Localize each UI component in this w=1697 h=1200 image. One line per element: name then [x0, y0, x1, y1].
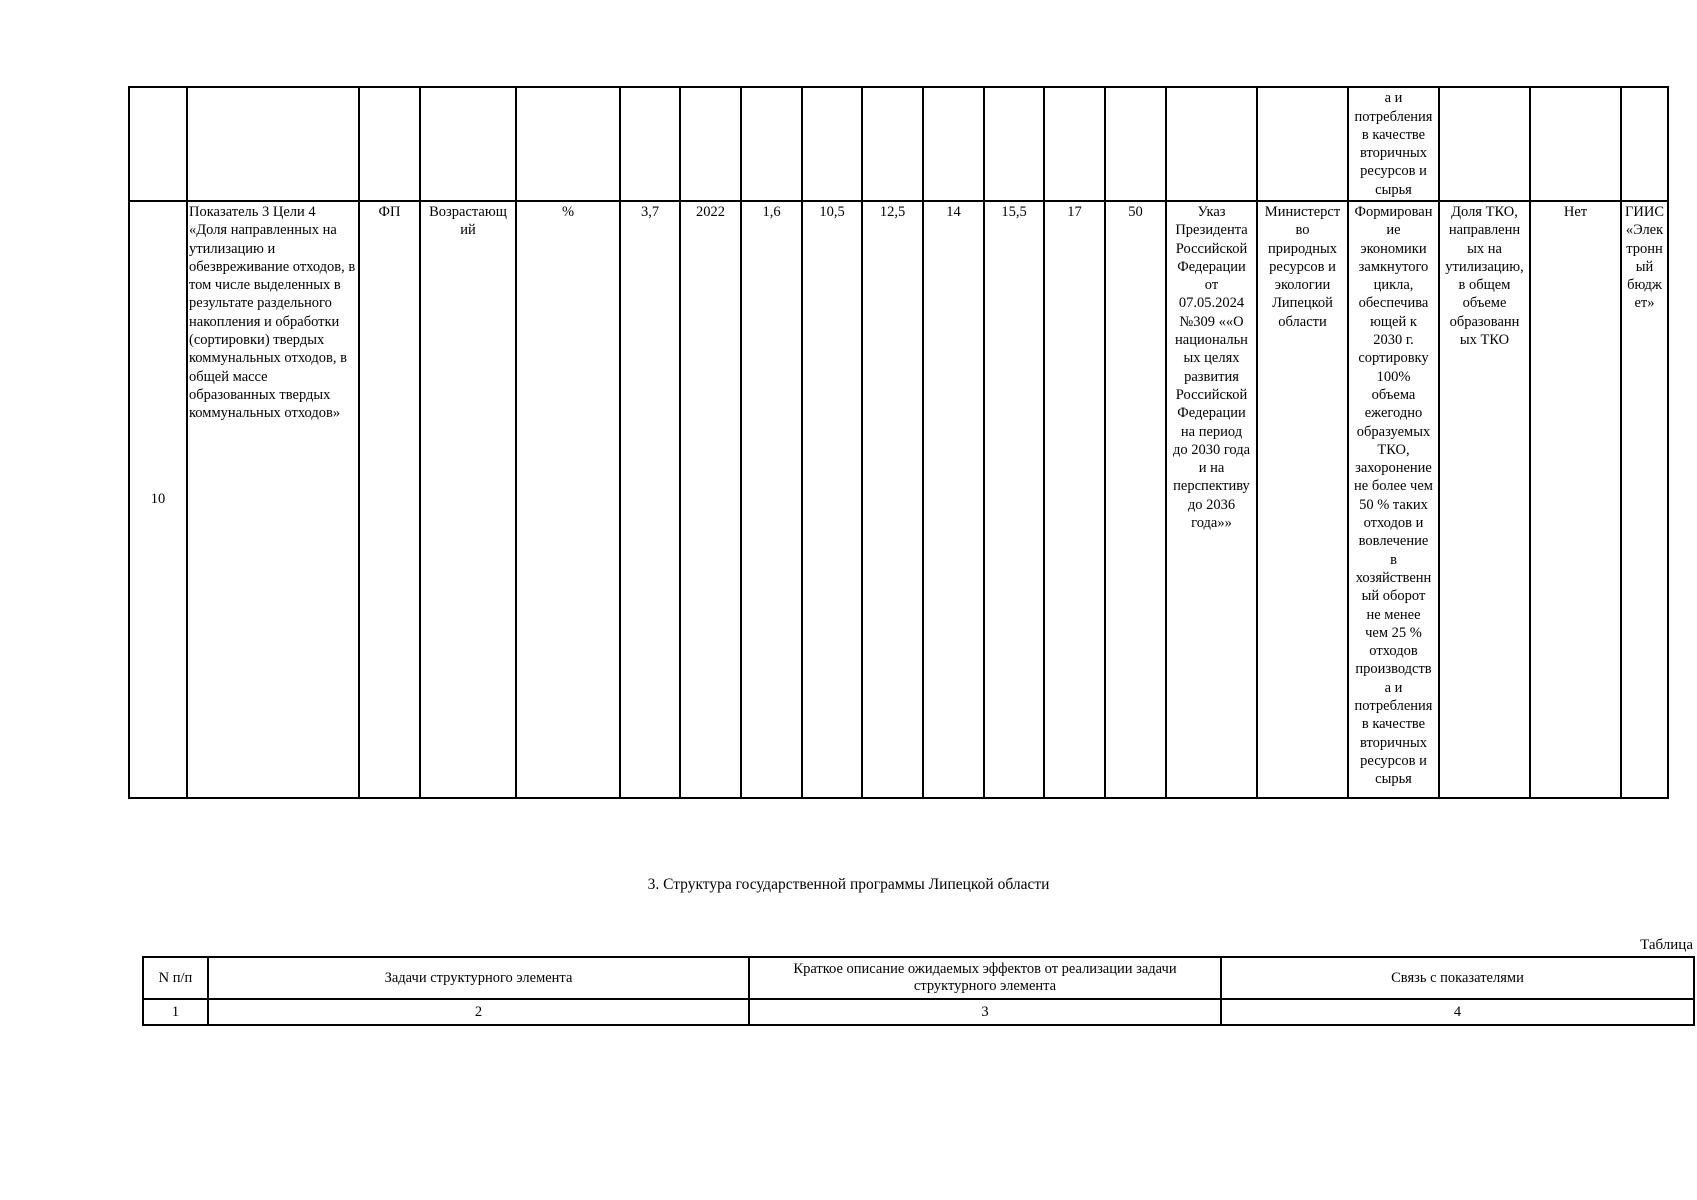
value-cell: 14	[923, 201, 984, 798]
value-cell: 17	[1044, 201, 1105, 798]
indicator-name: Показатель 3 Цели 4 «Доля направленных на утилизацию и обезвреживание отходов, в том числе выделенных в результате раздельного накопления и обработки (сортировки) твердых коммунальных отходов, в общей массе образованных твердых коммунальных отходов»	[187, 201, 359, 798]
indicator-level: ФП	[359, 201, 420, 798]
value-cell: 15,5	[984, 201, 1044, 798]
indicators-table	[128, 86, 1669, 799]
table-row	[129, 87, 1668, 201]
value-cell: 50	[1105, 201, 1166, 798]
gis-link: Нет	[1530, 201, 1621, 798]
state-indicator: Доля ТКО, направленн ых на утилизацию, в общем объеме образованн ых ТКО	[1439, 201, 1530, 798]
responsible-body: Министерст во природных ресурсов и экологии Липецкой области	[1257, 201, 1348, 798]
base-year: 2022	[680, 201, 741, 798]
table-header-row	[143, 957, 1694, 999]
column-header: Задачи структурного элемента	[208, 957, 749, 999]
info-system: ГИИС «Элек тронн ый бюдж ет»	[1621, 201, 1668, 798]
column-header: Краткое описание ожидаемых эффектов от реализации задачи структурного элемента	[749, 957, 1221, 999]
national-goal-continuation: а и потребления в качестве вторичных ресурсов и сырья	[1348, 87, 1439, 201]
column-number: 3	[749, 999, 1221, 1025]
table-label: Таблица	[1640, 937, 1693, 953]
table-row	[129, 201, 1668, 798]
structure-table	[142, 956, 1695, 1026]
base-value: 3,7	[620, 201, 680, 798]
column-header: Связь с показателями	[1221, 957, 1694, 999]
indicator-unit: %	[516, 201, 620, 798]
column-number: 2	[208, 999, 749, 1025]
national-goal: Формирован ие экономики замкнутого цикла, обеспечива ющей к 2030 г. сортировку 100% объема ежегодно образуемых ТКО, захоронение не более чем 50 % таких отходов и вовлечение в хозяйственн ый оборот не менее чем 25 % отходов производств а и потребления в качестве вторичных ресурсов и сырья	[1348, 201, 1439, 798]
indicator-trend: Возрастающ ий	[420, 201, 516, 798]
column-header: N п/п	[143, 957, 208, 999]
value-cell: 12,5	[862, 201, 923, 798]
row-number: 10	[129, 201, 187, 798]
value-cell: 1,6	[741, 201, 802, 798]
column-number: 1	[143, 999, 208, 1025]
section-title: 3. Структура государственной программы Липецкой области	[647, 876, 1050, 893]
column-number: 4	[1221, 999, 1694, 1025]
table-number-row	[143, 999, 1694, 1025]
value-cell: 10,5	[802, 201, 862, 798]
regulatory-document: Указ Президента Российской Федерации от 07.05.2024 №309 ««О национальн ых целях развития Российской Федерации на период до 2030 года и на перспективу до 2036 года»»	[1166, 201, 1257, 798]
